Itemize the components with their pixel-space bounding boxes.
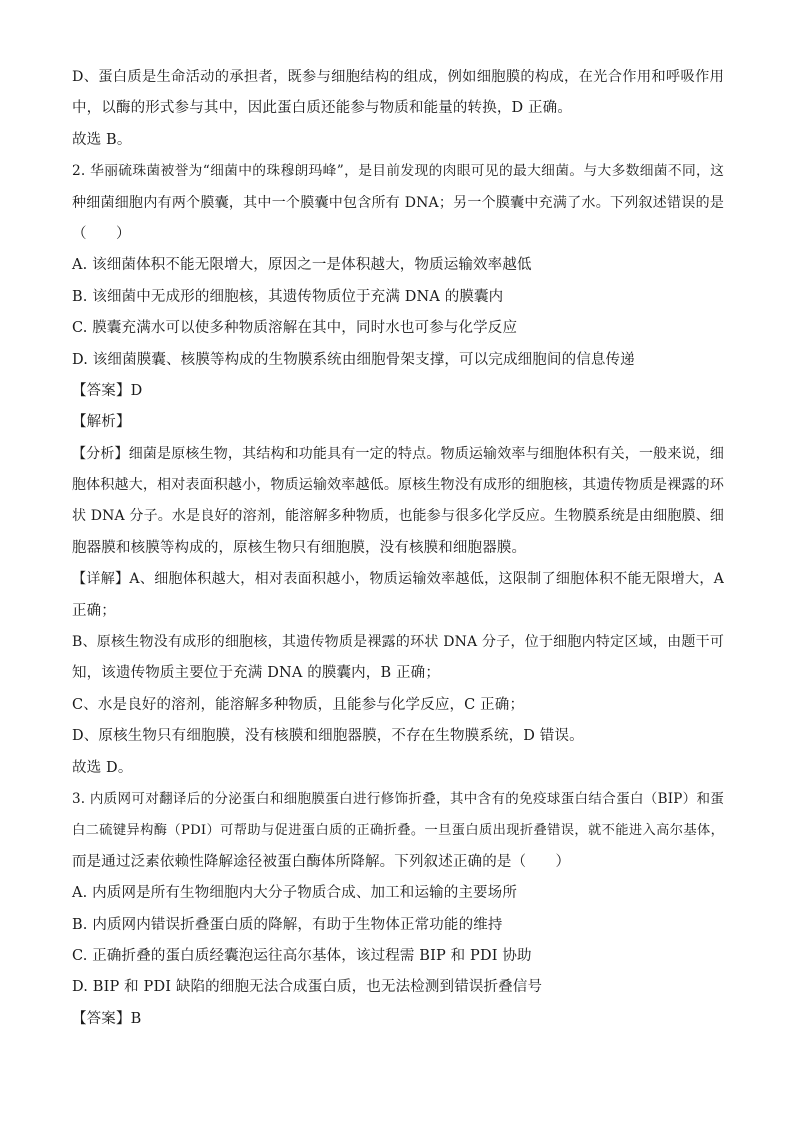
question-3-stem: 3. 内质网可对翻译后的分泌蛋白和细胞膜蛋白进行修饰折叠，其中含有的免疫球蛋白结合蛋白（BIP）和蛋: [72, 790, 724, 807]
question-2-blank: （ ）: [72, 225, 131, 242]
detail-text: 正确；: [72, 602, 116, 619]
question-3-option-a: A. 内质网是所有生物细胞内大分子物质合成、加工和运输的主要场所: [72, 885, 517, 902]
question-3-stem: 白二硫键异构酶（PDI）可帮助与促进蛋白质的正确折叠。一旦蛋白质出现折叠错误，就不能进入高尔基体，: [72, 823, 724, 839]
detail-text: C、水是良好的溶剂，能溶解多种物质，且能参与化学反应，C 正确；: [72, 696, 525, 713]
analysis-text: 【分析】细菌是原核生物，其结构和功能具有一定的特点。物质运输效率与细胞体积有关，一般来说，细: [72, 445, 724, 462]
text-line: 中，以酶的形式参与其中，因此蛋白质还能参与物质和能量的转换，D 正确。: [72, 100, 572, 117]
analysis-text: 胞体积越大，相对表面积越小，物质运输效率越低。原核生物没有成形的细胞核，其遗传物质是裸露的环: [72, 477, 724, 494]
question-3-option-c: C. 正确折叠的蛋白质经囊泡运往高尔基体，该过程需 BIP 和 PDI 协助: [72, 947, 532, 964]
question-3-stem: 而是通过泛素依赖性降解途径被蛋白酶体所降解。下列叙述正确的是（ ）: [72, 853, 571, 870]
question-2-stem: 2. 华丽硫珠菌被誉为“细菌中的珠穆朗玛峰”，是目前发现的肉眼可见的最大细菌。与大多数细菌不同，这: [72, 163, 724, 180]
text-line: 故选 B。: [72, 131, 132, 148]
question-3-answer: 【答案】B: [72, 1010, 142, 1027]
question-2-option-c: C. 膜囊充满水可以使多种物质溶解在其中，同时水也可参与化学反应: [72, 320, 518, 337]
document-page: [72, 62, 724, 1035]
analysis-text: 胞器膜和核膜等构成的，原核生物只有细胞膜，没有核膜和细胞器膜。: [72, 539, 527, 556]
detail-conclusion: 故选 D。: [72, 759, 133, 776]
detail-text: D、原核生物只有细胞膜，没有核膜和细胞器膜，不存在生物膜系统，D 错误。: [72, 728, 584, 745]
analysis-text: 状 DNA 分子。水是良好的溶剂，能溶解多种物质，也能参与很多化学反应。生物膜系统是由细胞膜、细: [72, 508, 724, 525]
text-line: D、蛋白质是生命活动的承担者，既参与细胞结构的组成，例如细胞膜的构成，在光合作用和呼吸作用: [72, 69, 724, 85]
detail-text: B、原核生物没有成形的细胞核，其遗传物质是裸露的环状 DNA 分子，位于细胞内特定区域，由题干可: [72, 634, 724, 651]
detail-text: 知，该遗传物质主要位于充满 DNA 的膜囊内，B 正确；: [72, 665, 440, 682]
question-2-option-d: D. 该细菌膜囊、核膜等构成的生物膜系统由细胞骨架支撑，可以完成细胞间的信息传递: [72, 351, 635, 368]
detail-text: 【详解】A、细胞体积越大，相对表面积越小，物质运输效率越低，这限制了细胞体积不能无限增大，A: [72, 571, 724, 588]
question-3-option-d: D. BIP 和 PDI 缺陷的细胞无法合成蛋白质，也无法检测到错误折叠信号: [72, 979, 543, 996]
question-2-option-a: A. 该细菌体积不能无限增大，原因之一是体积越大，物质运输效率越低: [72, 257, 532, 274]
question-2-option-b: B. 该细菌中无成形的细胞核，其遗传物质位于充满 DNA 的膜囊内: [72, 288, 504, 305]
question-2-analysis-heading: 【解析】: [72, 414, 131, 431]
question-3-option-b: B. 内质网内错误折叠蛋白质的降解，有助于生物体正常功能的维持: [72, 916, 503, 933]
question-2-stem: 种细菌细胞内有两个膜囊，其中一个膜囊中包含所有 DNA；另一个膜囊中充满了水。下列叙述错误的是: [72, 194, 724, 211]
question-2-answer: 【答案】D: [72, 382, 143, 399]
